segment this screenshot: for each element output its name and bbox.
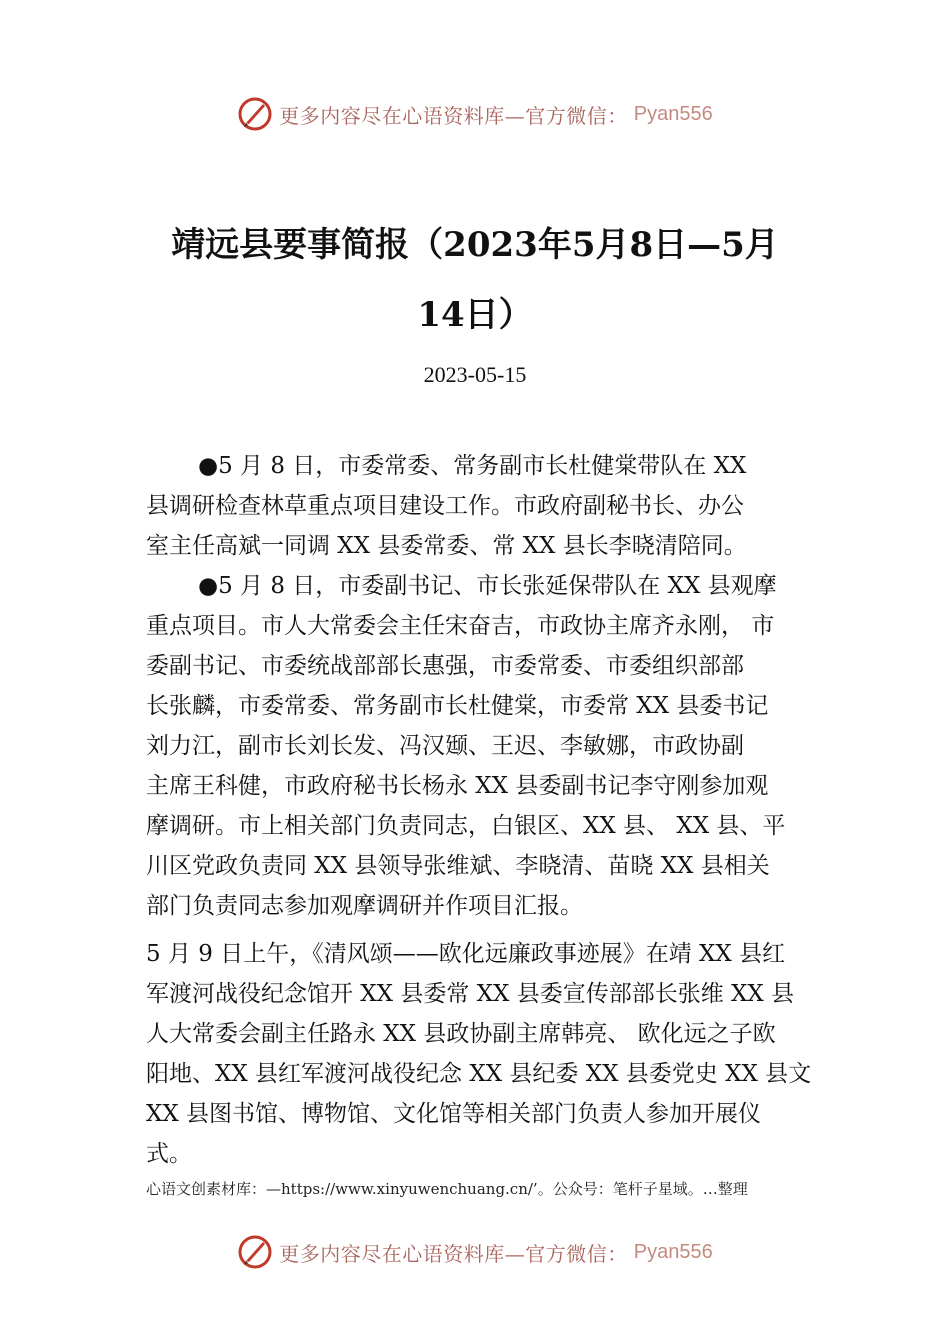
banner-text: 更多内容尽在心语资料库—官方微信： [279, 1241, 628, 1266]
text-line: 重点项目。市人大常委会主任宋奋吉，市政协主席齐永刚， 市 [146, 613, 775, 639]
text-line: 人大常委会副主任路永 XX 县政协副主席韩亮、 欧化远之子欧 [146, 1021, 776, 1047]
banner-wechat-id: Pyan556 [633, 1240, 713, 1263]
text-line: 部门负责同志参加观摩调研并作项目汇报。 [146, 893, 583, 919]
text-line: 长张麟，市委常委、常务副市长杜健棠，市委常 XX 县委书记 [146, 693, 769, 719]
paragraph-2 [146, 566, 826, 926]
text-line: 军渡河战役纪念馆开 XX 县委常 XX 县委宣传部部长张维 XX 县 [146, 981, 795, 1007]
text-line: XX 县图书馆、博物馆、文化馆等相关部门负责人参加开展仪 [146, 1101, 762, 1127]
document-date: 2023-05-15 [423, 362, 527, 387]
paragraph-3 [146, 934, 826, 1174]
text-line: 委副书记、市委统战部部长惠强，市委常委、市委组织部部 [146, 653, 744, 679]
quill-logo-icon [237, 96, 273, 132]
text-line: ●5 月 8 日，市委副书记、市长张延保带队在 XX 县观摩 [198, 573, 777, 599]
text-line: 摩调研。市上相关部门负责同志，白银区、XX 县、 XX 县、平 [146, 813, 786, 839]
source-footer-note: 心语文创素材库：—https://www.xinyuwenchuang.cn/’。公众号：笔杆子星域。…整理 [146, 1180, 748, 1198]
banner-wechat-id: Pyan556 [633, 102, 713, 125]
text-line: 阳地、XX 县红军渡河战役纪念 XX 县纪委 XX 县委党史 XX 县文 [146, 1061, 812, 1087]
document-title-line-1: 靖远县要事简报（2023年5月8日—5月 [171, 225, 779, 265]
text-line: 川区党政负责同 XX 县领导张维斌、李晓清、苗晓 XX 县相关 [146, 853, 770, 879]
footer-banner [0, 1234, 950, 1270]
text-line: 主席王科健，市政府秘书长杨永 XX 县委副书记李守刚参加观 [146, 773, 769, 799]
text-line: 县调研检查林草重点项目建设工作。市政府副秘书长、办公 [146, 493, 744, 519]
banner-text: 更多内容尽在心语资料库—官方微信： [279, 103, 628, 128]
text-line: ●5 月 8 日，市委常委、常务副市长杜健棠带队在 XX [198, 453, 747, 479]
header-banner [0, 96, 950, 132]
quill-logo-icon [237, 1234, 273, 1270]
text-line: 室主任高斌一同调 XX 县委常委、常 XX 县长李晓清陪同。 [146, 533, 747, 559]
text-line: 刘力江，副市长刘长发、冯汉颋、王迟、李敏娜，市政协副 [146, 733, 744, 759]
document-title-line-2: 14日） [417, 295, 533, 335]
text-line: 5 月 9 日上午，《清风颂——欧化远廉政事迹展》在靖 XX 县红 [146, 941, 786, 967]
text-line: 式。 [146, 1141, 192, 1167]
paragraph-1 [146, 446, 826, 566]
